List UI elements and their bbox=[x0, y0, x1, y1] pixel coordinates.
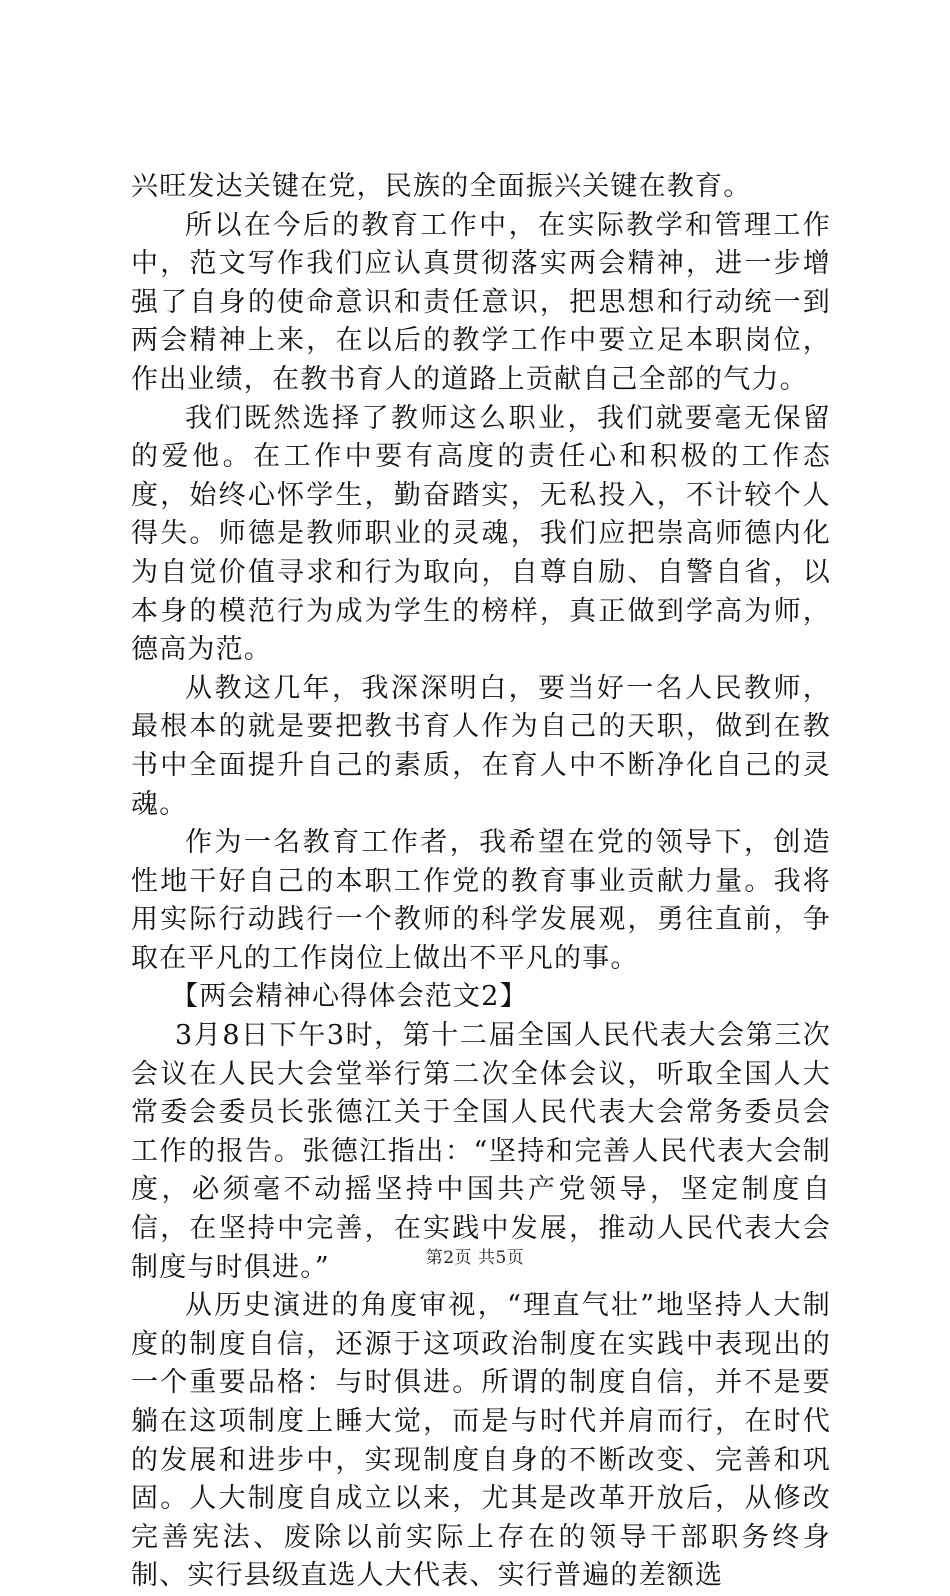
paragraph-educator-hope: 作为一名教育工作者，我希望在党的领导下，创造性地干好自己的本职工作党的教育事业贡献力量。我将用实际行动践行一个教师的科学发展观，勇往直前，争取在平凡的工作岗位上做出不平凡的事。 bbox=[131, 827, 831, 974]
page-number-footer: 第2页 共5页 bbox=[425, 1248, 525, 1268]
paragraph-continuation: 兴旺发达关键在党，民族的全面振兴关键在教育。 bbox=[131, 171, 752, 202]
document-body bbox=[131, 168, 831, 1596]
paragraph-teacher-ethics: 我们既然选择了教师这么职业，我们就要毫无保留的爱他。在工作中要有高度的责任心和积极的工作态度，始终心怀学生，勤奋踏实，无私投入，不计较个人得失。师德是教师职业的灵魂，我们应把崇高师德内化为自觉价值寻求和行为取向，自尊自励、自警自省，以本身的模范行为成为学生的榜样，真正做到学高为师，德高为范。 bbox=[131, 402, 831, 666]
paragraph-education-work: 所以在今后的教育工作中，在实际教学和管理工作中，范文写作我们应认真贯彻落实两会精神，进一步增强了自身的使命意识和责任意识，把思想和行动统一到两会精神上来，在以后的教学工作中要立足本职岗位，作出业绩，在教书育人的道路上贡献自己全部的气力。 bbox=[131, 209, 831, 395]
paragraph-npc-meeting: 3月8日下午3时，第十二届全国人民代表大会第三次会议在人民大会堂举行第二次全体会议，听取全国人大常委会委员长张德江关于全国人民代表大会常务委员会工作的报告。张德江指出：“坚持和完善人民代表大会制度，必须毫不动摇坚持中国共产党领导，坚定制度自信，在坚持中完善，在实践中发展，推动人民代表大会制度与时俱进。” bbox=[131, 1020, 831, 1283]
section-heading: 【两会精神心得体会范文2】 bbox=[171, 981, 528, 1013]
paragraph-teaching-years: 从教这几年，我深深明白，要当好一名人民教师，最根本的就是要把教书育人作为自己的天职，做到在教书中全面提升自己的素质，在育人中不断净化自己的灵魂。 bbox=[131, 672, 831, 820]
paragraph-institutional-confidence: 从历史演进的角度审视，“理直气壮”地坚持人大制度的制度自信，还源于这项政治制度在实践中表现出的一个重要品格：与时俱进。所谓的制度自信，并不是要躺在这项制度上睡大觉，而是与时代并肩而行，在时代的发展和进步中，实现制度自身的不断改变、完善和巩固。人大制度自成立以来，尤其是改革开放后，从修改完善宪法、废除以前实际上存在的领导干部职务终身制、实行县级直选人大代表、实行普遍的差额选 bbox=[131, 1290, 831, 1592]
